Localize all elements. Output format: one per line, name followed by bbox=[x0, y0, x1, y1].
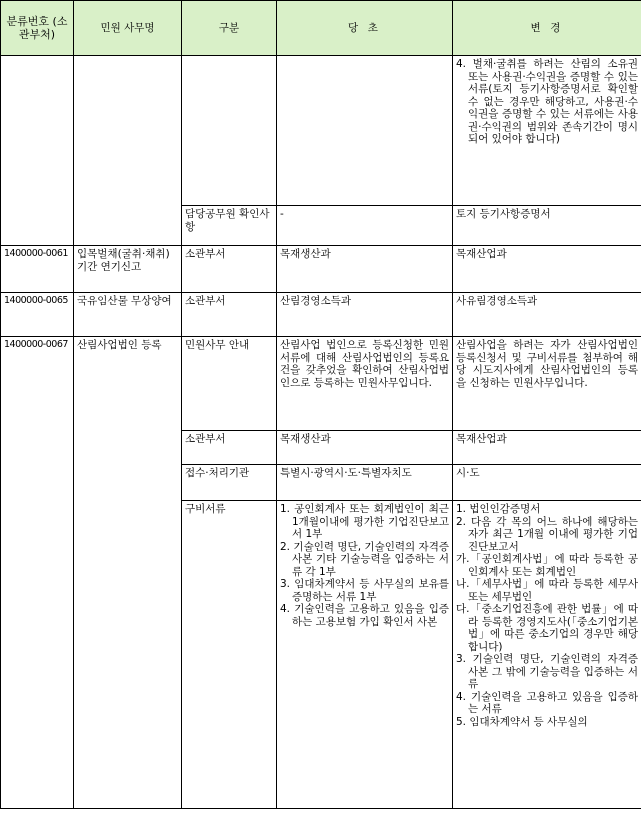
cell-after bbox=[453, 501, 641, 809]
list-item: 2. 기술인력 명단, 기술인력의 자격증사본 기타 기술능력을 입증하는 서류 각 1부 bbox=[280, 540, 449, 578]
cell-before: 산림사업 법인으로 등록신청한 민원서류에 대해 산림사업법인의 등록요건을 갖추었을 확인하여 산림사업법인으로 등록하는 민원사무입니다. bbox=[277, 337, 453, 431]
cell-after: 4. 벌채·굴취를 하려는 산림의 소유권 또는 사용권·수익권을 증명할 수 있는 서류(토지 등기사항증명서로 확인할 수 없는 경우만 해당하고, 사용권·수익권을 증명할 수 있는 서류에는 사용권·수익권의 범위와 존속기간이 명시되어 있어야 합니다) bbox=[453, 56, 641, 206]
cell-after: 사유림경영소득과 bbox=[453, 293, 641, 337]
cell-category: 담당공무원 확인사항 bbox=[182, 206, 277, 246]
cell-before: 특별시·광역시·도·특별자치도 bbox=[277, 465, 453, 501]
cell-after: 토지 등기사항증명서 bbox=[453, 206, 641, 246]
list-item: 5. 임대차계약서 등 사무실의 bbox=[456, 715, 588, 728]
cell-after: 산림사업을 하려는 자가 산림사업법인 등록신청서 및 구비서류를 첨부하여 해당 시도지사에게 산림사업법인의 등록을 신청하는 민원사무입니다. bbox=[453, 337, 641, 431]
cell-task-name: 입목벌채(굴취·채취) 기간 연기신고 bbox=[74, 246, 182, 293]
list-item: 4. 기술인력을 고용하고 있음을 입증하는 고용보험 가입 확인서 사본 bbox=[280, 603, 449, 628]
cell-before: 산림경영소득과 bbox=[277, 293, 453, 337]
table-header-row bbox=[1, 1, 641, 56]
list-item: 4. 기술인력을 고용하고 있음을 입증하는 서류 bbox=[456, 690, 638, 715]
header-class-code: 분류번호 (소관부처) bbox=[1, 1, 74, 56]
list-item: 1. 공인회계사 또는 회계법인이 최근 1개월이내에 평가한 기업진단보고서 1부 bbox=[280, 503, 449, 540]
cell-code: 1400000-0067 bbox=[1, 337, 74, 809]
cell-after: 목재산업과 bbox=[453, 431, 641, 465]
cell-task-name bbox=[74, 56, 182, 246]
cell-code: 1400000-0061 bbox=[1, 246, 74, 293]
cell-before: 목재생산과 bbox=[277, 246, 453, 293]
list-item: 나.「세무사법」에 따라 등록한 세무사 또는 세무법인 bbox=[456, 578, 638, 603]
cell-before: 목재생산과 bbox=[277, 431, 453, 465]
cell-category: 소관부서 bbox=[182, 246, 277, 293]
cell-before bbox=[277, 56, 453, 206]
cell-code bbox=[1, 56, 74, 246]
table-row bbox=[1, 246, 641, 293]
list-item: 다.「중소기업진흥에 관한 법률」에 따라 등록한 경영지도사(「중소기업기본법」에 따른 중소기업의 경우만 해당합니다) bbox=[456, 603, 638, 653]
cell-category: 소관부서 bbox=[182, 431, 277, 465]
cell-category: 소관부서 bbox=[182, 293, 277, 337]
list-item: 2. 다음 각 목의 어느 하나에 해당하는 자가 최근 1개월 이내에 평가한 기업진단보고서 bbox=[456, 515, 638, 553]
cell-category: 접수·처리기관 bbox=[182, 465, 277, 501]
header-after: 변 경 bbox=[453, 1, 641, 56]
table-row bbox=[1, 293, 641, 337]
table-row bbox=[1, 337, 641, 431]
header-task-name: 민원 사무명 bbox=[74, 1, 182, 56]
list-item: 3. 임대차계약서 등 사무실의 보유를 증명하는 서류 1부 bbox=[280, 578, 449, 603]
list-item: 1. 법인인감증명서 bbox=[456, 503, 541, 515]
header-before: 당 초 bbox=[277, 1, 453, 56]
header-category: 구분 bbox=[182, 1, 277, 56]
cell-category: 구비서류 bbox=[182, 501, 277, 809]
cell-code: 1400000-0065 bbox=[1, 293, 74, 337]
cell-task-name: 산림사업법인 등록 bbox=[74, 337, 182, 809]
cell-before bbox=[277, 501, 453, 809]
cell-before: - bbox=[277, 206, 453, 246]
cell-category: 민원사무 안내 bbox=[182, 337, 277, 431]
list-item: 가.「공인회계사법」에 따라 등록한 공인회계사 또는 회계법인 bbox=[456, 553, 638, 578]
cell-task-name: 국유임산물 무상양여 bbox=[74, 293, 182, 337]
cell-after: 목재산업과 bbox=[453, 246, 641, 293]
cell-after: 시·도 bbox=[453, 465, 641, 501]
cell-category bbox=[182, 56, 277, 206]
table-row bbox=[1, 56, 641, 206]
list-item: 3. 기술인력 명단, 기술인력의 자격증 사본 그 밖에 기술능력을 입증하는 서류 bbox=[456, 653, 638, 690]
